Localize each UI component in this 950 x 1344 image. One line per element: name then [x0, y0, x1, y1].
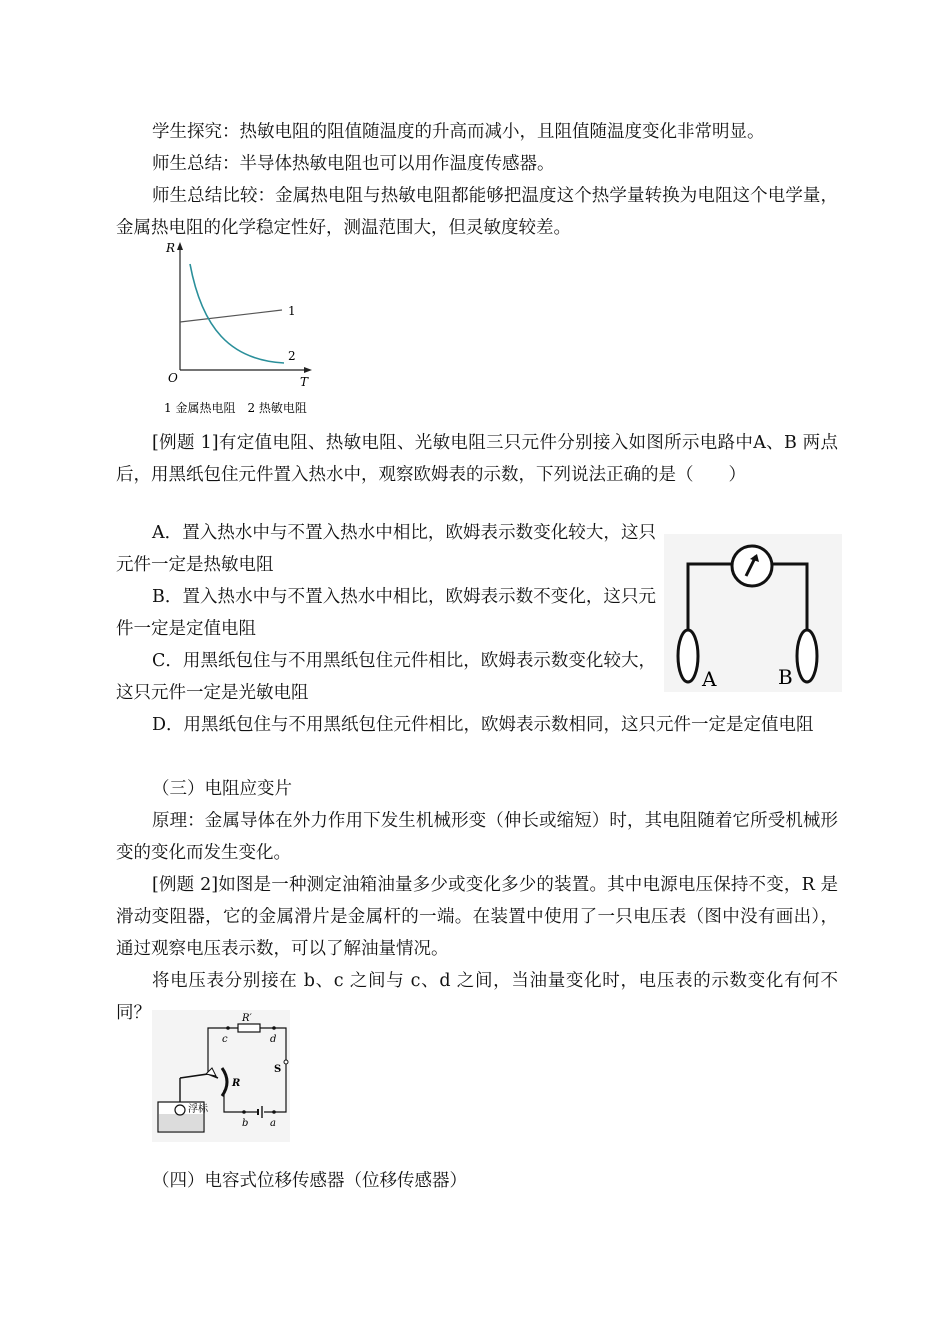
y-axis-arrow [177, 242, 183, 250]
option-b: B．置入热水中与不置入热水中相比，欧姆表示数不变化，这只元件一定是定值电阻 [116, 587, 656, 639]
option-a: A．置入热水中与不置入热水中相比，欧姆表示数变化较大，这只元件一定是热敏电阻 [116, 523, 656, 575]
oil-liquid [159, 1114, 203, 1131]
terminal-b-label: B [778, 665, 793, 689]
paragraph-summary: 师生总结：半导体热敏电阻也可以用作温度传感器。 [152, 154, 555, 174]
label-d: d [270, 1034, 277, 1045]
oil-tank-circuit-figure [152, 1010, 290, 1142]
line2-label: 2 [288, 349, 296, 363]
paragraph-comparison: 师生总结比较：金属热电阻与热敏电阻都能够把温度这个热学量转换为电阻这个电学量，金属热电阻的化学稳定性好，测温范围大，但灵敏度较差。 [116, 186, 838, 238]
thermistor-curve [190, 264, 284, 363]
principle-paragraph: 原理：金属导体在外力作用下发生机械形变（伸长或缩短）时，其电阻随着它所受机械形变的变化而发生变化。 [116, 811, 838, 863]
line1-label: 1 [288, 304, 296, 318]
ohmmeter-circuit-figure [664, 534, 842, 692]
label-b: b [242, 1118, 249, 1129]
x-axis-label: T [300, 375, 309, 389]
label-c: c [222, 1034, 228, 1045]
node-a [272, 1110, 276, 1114]
terminal-b [797, 630, 817, 682]
x-axis-arrow [304, 367, 312, 373]
metal-resistor-line [180, 310, 282, 322]
resistance-temperature-graph [160, 238, 340, 420]
section-3-heading: （三）电阻应变片 [152, 779, 292, 799]
label-r: R [232, 1078, 241, 1089]
voltmeter-question: 将电压表分别接在 b、c 之间与 c、d 之间，当油量变化时，电压表的示数变化有何不同？ [116, 971, 838, 1023]
y-axis-label: R [166, 241, 176, 255]
label-float: 浮标 [188, 1104, 208, 1115]
label-r-prime: R′ [242, 1013, 252, 1024]
example-1-question: [例题 1]有定值电阻、热敏电阻、光敏电阻三只元件分别接入如图所示电路中A、B 两点后，用黑纸包住元件置入热水中，观察欧姆表的示数，下列说法正确的是（ ） [116, 433, 838, 485]
node-d [272, 1026, 276, 1030]
terminal-a [678, 630, 698, 682]
terminal-a-label: A [702, 667, 717, 691]
section-4-heading: （四）电容式位移传感器（位移传感器） [152, 1171, 467, 1191]
node-b [242, 1110, 246, 1114]
origin-label: O [168, 371, 178, 385]
graph-caption: 1 金属热电阻 2 热敏电阻 [164, 401, 307, 415]
option-c: C．用黑纸包住与不用黑纸包住元件相比，欧姆表示数变化较大，这只元件一定是光敏电阻 [116, 651, 656, 703]
switch-s [284, 1060, 288, 1064]
option-d: D．用黑纸包住与不用黑纸包住元件相比，欧姆表示数相同，这只元件一定是定值电阻 [152, 715, 814, 735]
label-s: S [274, 1064, 282, 1075]
float-icon [175, 1105, 185, 1115]
label-a: a [270, 1118, 276, 1129]
paragraph-student-explore: 学生探究：热敏电阻的阻值随温度的升高而减小，且阻值随温度变化非常明显。 [152, 122, 765, 142]
node-c [226, 1026, 230, 1030]
example-2-question: [例题 2]如图是一种测定油箱油量多少或变化多少的装置。其中电源电压保持不变，R 是滑动变阻器，它的金属滑片是金属杆的一端。在装置中使用了一只电压表（图中没有画出），通过观察电压表示数，可以了解油量情况。 [116, 875, 838, 959]
resistor-r-prime [238, 1024, 260, 1032]
